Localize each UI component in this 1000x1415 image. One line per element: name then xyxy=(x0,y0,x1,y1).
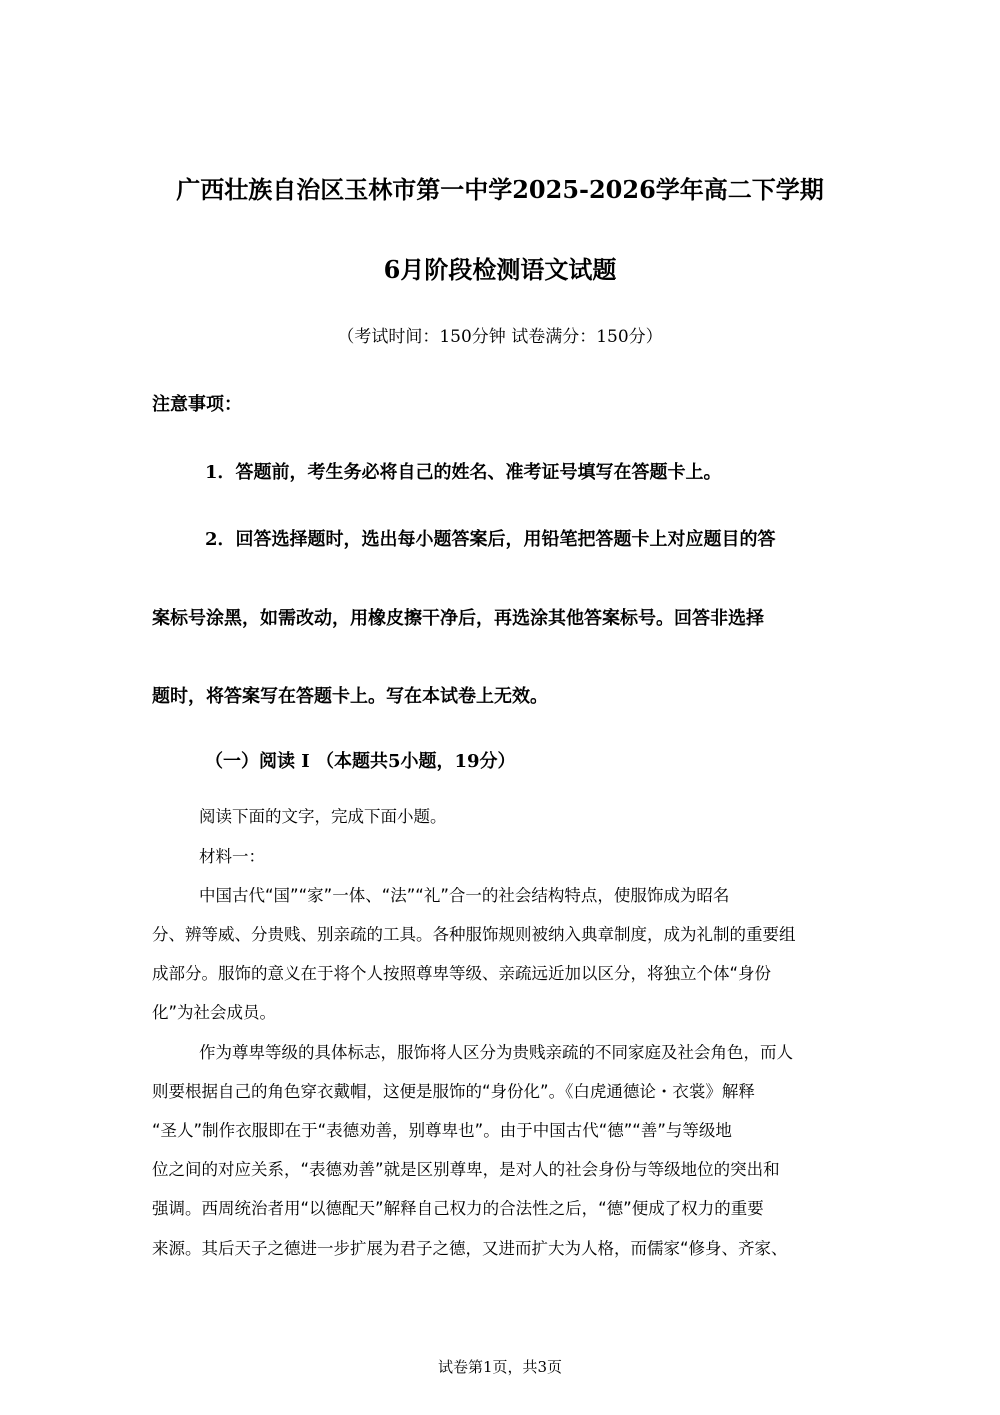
page-number: 试卷第1页，共3页 xyxy=(437,1358,563,1376)
passage-line: 成部分。服饰的意义在于将个人按照尊卑等级、亲疏远近加以区分，将独立个体“身份 xyxy=(152,964,772,983)
passage-line: 中国古代“国”“家”一体、“法”“礼”合一的社会结构特点，使服饰成为昭名 xyxy=(199,886,730,905)
notice-item-1: 1．答题前，考生务必将自己的姓名、准考证号填写在答题卡上。 xyxy=(205,462,722,483)
passage-line: “圣人”制作衣服即在于“表德劝善，别尊卑也”。由于中国古代“德”“善”与等级地 xyxy=(152,1121,732,1140)
passage-line: 作为尊卑等级的具体标志，服饰将人区分为贵贱亲疏的不同家庭及社会角色，而人 xyxy=(199,1043,793,1062)
passage-line: 化”为社会成员。 xyxy=(152,1003,277,1022)
notice-heading: 注意事项： xyxy=(152,394,242,415)
section-heading: （一）阅读 I （本题共5小题，19分） xyxy=(205,751,516,772)
passage-line: 强调。西周统治者用“以德配天”解释自己权力的合法性之后，“德”便成了权力的重要 xyxy=(152,1199,764,1218)
passage-line: 位之间的对应关系，“表德劝善”就是区别尊卑，是对人的社会身份与等级地位的突出和 xyxy=(152,1160,780,1179)
passage-line: 则要根据自己的角色穿衣戴帽，这便是服饰的“身份化”。《白虎通德论・衣裳》解释 xyxy=(152,1082,755,1101)
notice-item-2-line1: 2．回答选择题时，选出每小题答案后，用铅笔把答题卡上对应题目的答 xyxy=(205,529,776,550)
passage-line: 来源。其后天子之德进一步扩展为君子之德，又进而扩大为人格，而儒家“修身、齐家、 xyxy=(152,1239,788,1258)
notice-item-2-line2: 案标号涂黑，如需改动，用橡皮擦干净后，再选涂其他答案标号。回答非选择 xyxy=(152,608,764,629)
exam-time-info: （考试时间：150分钟 试卷满分：150分） xyxy=(337,327,663,347)
exam-title-line2: 6月阶段检测语文试题 xyxy=(383,255,617,284)
passage-line: 分、辨等威、分贵贱、别亲疏的工具。各种服饰规则被纳入典章制度，成为礼制的重要组 xyxy=(152,925,796,944)
notice-item-2-line3: 题时，将答案写在答题卡上。写在本试卷上无效。 xyxy=(152,686,548,707)
exam-title-line1: 广西壮族自治区玉林市第一中学2025-2026学年高二下学期 xyxy=(176,175,824,204)
reading-instruction: 阅读下面的文字，完成下面小题。 xyxy=(199,807,447,826)
material-label: 材料一： xyxy=(199,847,265,866)
